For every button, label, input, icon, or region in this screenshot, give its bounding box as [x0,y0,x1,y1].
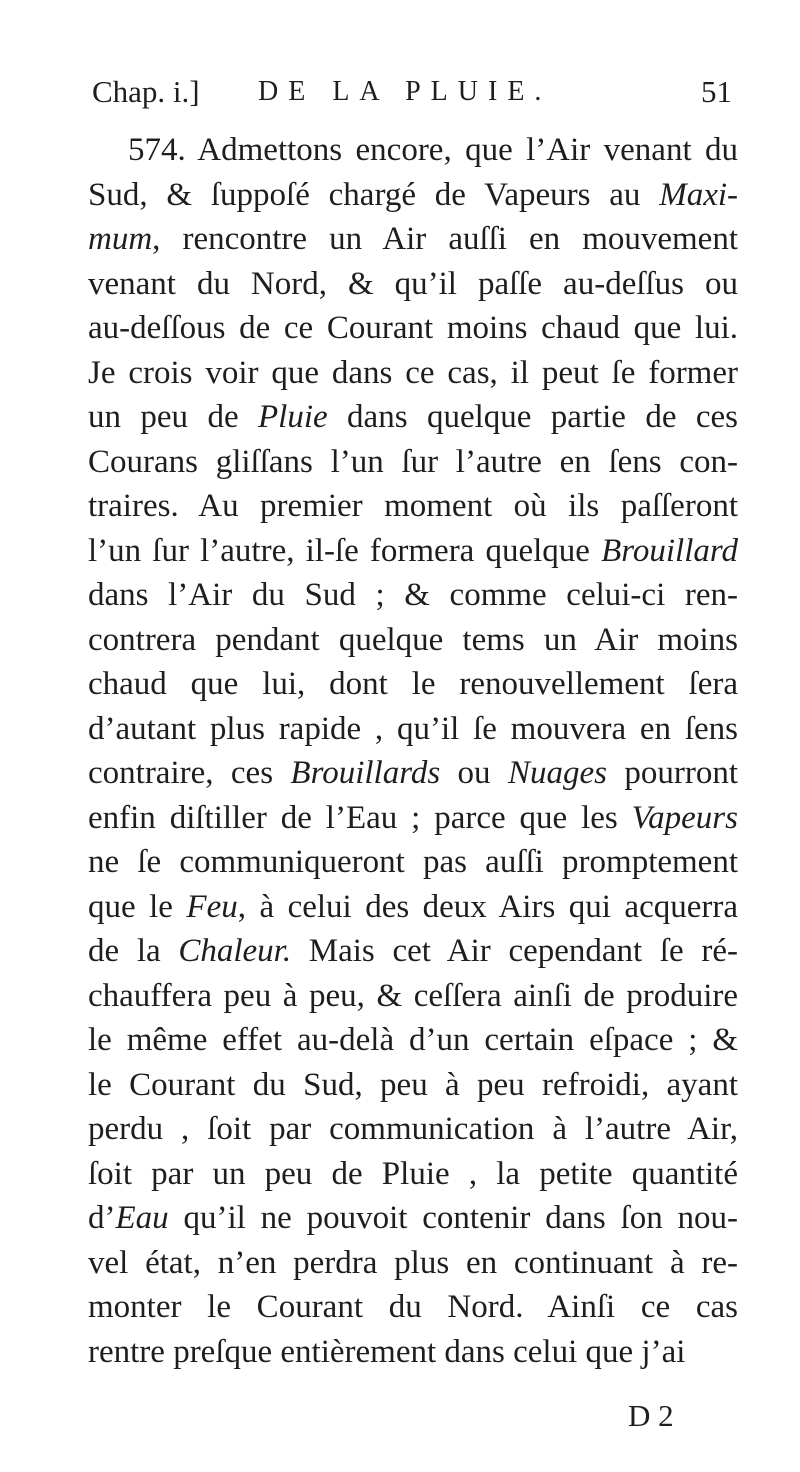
text-segment: chaud que lui, dont le renouvellement ſera [88,666,738,702]
text-segment: venant du Nord, & qu’il paſſe au-deſſus ou [88,265,738,302]
text-line [88,662,738,707]
text-line [88,1063,738,1108]
italic-term: Maxi- [659,176,738,213]
text-line [88,1330,738,1375]
running-head [92,72,732,112]
text-line [88,1196,738,1241]
text-segment: le même effet au-delà d’un certain eſpace ; & [88,1022,738,1058]
text-segment: 574. Admettons encore, que l’Air venant du [128,132,738,168]
text-segment: d’autant plus rapide , qu’il ſe mouvera en ſens [88,710,738,747]
text-line [88,751,738,796]
chapter-label: Chap. i.] [92,74,200,109]
text-line [88,484,738,529]
text-line [88,217,738,262]
text-line [88,395,738,440]
text-line [88,529,738,574]
text-line [88,128,738,173]
text-segment: Mais cet Air cependant ſe ré- [291,933,738,969]
text-segment: monter le Courant du Nord. Ainſi ce cas [88,1289,738,1325]
text-segment: qu’il ne pouvoit contenir dans ſon nou- [168,1200,738,1236]
italic-term: Chaleur. [178,933,292,969]
text-line [88,1241,738,1286]
text-line [88,1285,738,1330]
text-line [88,173,738,218]
text-line [88,1152,738,1197]
text-segment: dans l’Air du Sud ; & comme celui-ci ren- [88,577,738,613]
text-segment: , rencontre un Air auſſi en mouvement [152,221,738,257]
text-line [88,929,738,974]
italic-term: Brouillards [290,755,441,791]
text-segment: l’un ſur l’autre, il-ſe formera quelque [88,532,602,569]
text-line [88,573,738,618]
text-segment: ou [440,755,508,791]
text-segment: enfin diſtiller de l’Eau ; parce que les [88,799,632,836]
signature-mark: D 2 [628,1398,674,1433]
text-line [88,618,738,663]
text-line [88,1018,738,1063]
text-line [88,306,738,351]
page-title: DE LA PLUIE. [258,76,552,107]
text-segment: , à celui des deux Airs qui acquerra [237,888,738,925]
text-line [88,440,738,485]
paragraph-574 [88,128,738,1374]
text-segment: rentre preſque entièrement dans celui que j’ai [88,1333,686,1370]
text-segment: Sud, & ſuppoſé chargé de Vapeurs au [88,176,660,213]
text-line [88,1107,738,1152]
text-segment: vel état, n’en perdra plus en continuant à re- [88,1244,738,1281]
italic-term: Feu [186,888,238,925]
text-segment: le Courant du Sud, peu à peu refroidi, ayant [88,1066,738,1103]
text-line [88,351,738,396]
text-segment: perdu , ſoit par communication à l’autre Air, [88,1111,738,1147]
italic-term: Vapeurs [631,799,738,836]
text-line [88,262,738,307]
text-segment: Courans gliſſans l’un ſur l’autre en ſens con- [88,443,738,480]
text-segment: ſoit par un peu de Pluie , la petite quantité [88,1155,738,1192]
text-segment: au-deſſous de ce Courant moins chaud que lui. [88,310,738,346]
text-segment: pourront [606,755,738,791]
text-segment: un peu de [88,399,258,435]
italic-term: Brouillard [601,532,738,569]
text-segment: chauffera peu à peu, & ceſſera ainſi de produire [88,977,738,1014]
italic-term: Eau [115,1200,169,1236]
text-segment: contraire, ces [88,755,291,791]
text-segment: ne ſe communiqueront pas auſſi promptement [88,844,738,880]
italic-term: Nuages [507,755,607,791]
page-number: 51 [701,74,732,109]
text-segment: dans quelque partie de ces [327,399,739,435]
text-segment: que le [88,888,187,925]
text-segment: contrera pendant quelque tems un Air moins [88,621,738,658]
text-line [88,796,738,841]
italic-term: Pluie [258,399,328,435]
text-line [88,974,738,1019]
text-segment: de la [88,933,179,969]
italic-term: mum [88,221,153,257]
text-segment: d’ [88,1200,116,1236]
text-line [88,707,738,752]
text-segment: Je crois voir que dans ce cas, il peut ſe former [88,354,738,391]
text-segment: traires. Au premier moment où ils paſſeront [88,488,738,524]
text-line [88,840,738,885]
text-line [88,885,738,930]
